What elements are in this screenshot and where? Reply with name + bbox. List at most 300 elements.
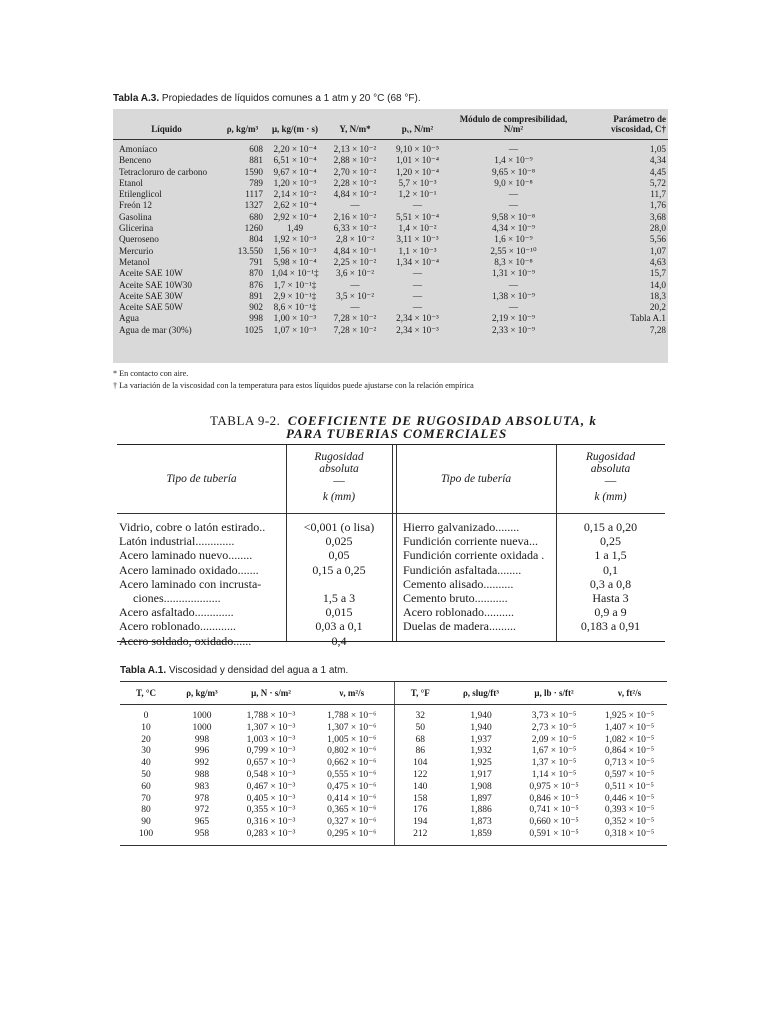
table-a3-header-cell: μ, kg/(m · s) [265,109,325,140]
table-cell: 3,68 [649,211,666,222]
table-row [113,325,668,336]
table-a3-header-cell: ρ, kg/m³ [220,109,265,140]
table-row-value: 0,015 [325,605,353,620]
table-a1-caption [120,665,348,676]
table-a3-header-cell: Y, N/m* [325,109,385,140]
table-cell: 1,4 × 10⁻² [398,223,437,234]
table-cell: 1,788 × 10⁻⁶ [327,711,377,721]
table-cell: Etanol [119,177,143,188]
table-cell: 1,940 [470,722,492,733]
table-row [113,234,668,245]
table-cell: 70 [141,793,151,804]
table-a3-header-cell: Parámetro de viscosidad, C† [577,109,668,140]
table-a1-header-cell: μ, lb · s/ft² [516,682,592,705]
table-row [120,782,667,794]
table-cell: 104 [394,758,446,770]
table-cell: 2,88 × 10⁻² [333,155,377,166]
table-cell: 2,8 × 10⁻² [335,234,375,245]
table-row-label: Acero asfaltado............. [119,605,234,620]
table-cell: 0,864 × 10⁻⁵ [604,746,655,757]
table-a1-header-cell: μ, N · s/m² [232,682,310,705]
table-a3-footnote-1: * En contacto con aire. [113,369,189,378]
table-cell: 1000 [192,722,212,733]
table-cell: 998 [194,734,210,745]
table-cell: 0,414 × 10⁻⁶ [327,793,377,804]
table-row-value: 1,5 a 3 [322,591,356,605]
table-row [120,723,667,735]
table-row-label: Vidrio, cobre o latón estirado.. [119,520,266,534]
header-dash: — [333,475,345,487]
table-cell: 2,34 × 10⁻³ [396,313,439,324]
table-row [113,257,668,268]
table-cell: 2,70 × 10⁻² [333,166,377,177]
table-cell: Metanol [119,256,150,267]
table-cell: 2,55 × 10⁻¹⁰ [490,245,537,256]
table-cell: 20 [141,734,151,745]
table-cell: 3,5 × 10⁻² [335,290,375,301]
table-cell: 1,1 × 10⁻³ [398,245,437,256]
table-a3-body [113,140,668,337]
table-row-label: ciones................... [133,591,221,605]
table-row [113,200,668,211]
table-cell: 1,34 × 10⁻⁴ [395,256,440,267]
table-cell: 3,73 × 10⁻⁵ [531,711,577,721]
table-cell: 0,446 × 10⁻⁵ [604,793,655,804]
table-a3-footnote-2: † La variación de la viscosidad con la temperatura para estos líquidos puede ajustarse con la relación empírica [113,381,474,390]
table-cell: 0,660 × 10⁻⁵ [529,817,579,828]
table-cell: 2,34 × 10⁻³ [396,324,439,335]
table-cell: 5,98 × 10⁻⁴ [273,256,317,267]
table-cell: 0,662 × 10⁻⁶ [327,758,377,769]
table-cell: 4,84 × 10⁻¹ [333,245,377,256]
table-9-2-caption-line2: PARA TUBERIAS COMERCIALES [286,426,508,441]
table-a1-caption-label: Tabla A.1. [120,665,167,676]
table-cell: 1,20 × 10⁻⁴ [395,166,440,177]
table-a1-caption-text: Viscosidad y densidad del agua a 1 atm. [168,665,349,676]
table-cell: — [508,279,519,290]
table-cell: 1590 [244,166,263,177]
table-cell: 992 [194,758,210,769]
table-cell: 10 [141,722,151,733]
table-cell: 1,788 × 10⁻³ [246,711,296,721]
table-cell: 1,37 × 10⁻⁵ [531,758,577,769]
table-cell: 30 [141,746,151,757]
table-cell: 7,28 [649,324,666,335]
table-row [120,735,667,747]
table-a1-grid [120,681,667,846]
table-cell: Etilenglicol [119,189,162,200]
header-rug-line2: absoluta [590,463,631,475]
table-cell: 158 [394,794,446,806]
table-cell: 998 [249,313,263,324]
table-cell: 1,873 [470,817,492,828]
table-cell: 1,307 × 10⁻³ [246,722,296,733]
header-k: k (mm) [594,491,627,503]
table-cell: 28,0 [649,223,666,234]
header-rug-line2: absoluta [319,463,359,475]
table-cell: 0,548 × 10⁻³ [246,769,296,780]
table-cell: 2,19 × 10⁻⁹ [491,313,536,324]
table-row-label: Cemento alisado.......... [403,576,514,591]
table-cell: 86 [394,746,446,758]
table-cell: 0,405 × 10⁻³ [246,793,296,804]
table-cell: 32 [394,705,446,723]
table-cell: 2,28 × 10⁻² [333,177,377,188]
table-a3 [113,109,668,363]
table-row-value: 0,4 [331,633,347,648]
table-row-value: 0,25 [600,534,621,549]
table-cell: 9,67 × 10⁻⁴ [273,166,317,177]
table-cell: Agua de mar (30%) [119,324,192,335]
table-cell: 1,908 [470,781,492,792]
table-a1-header-cell: ν, m²/s [310,682,394,705]
table-cell: 902 [249,302,263,313]
table-9-2-divider [392,445,393,641]
table-cell: 1,76 [649,200,666,211]
table-a1-header-row [120,682,667,705]
table-a3-caption-text: Propiedades de líquidos comunes a 1 atm y 20 °C (68 °F). [161,93,421,104]
table-cell: 4,84 × 10⁻² [333,189,377,200]
table-cell: 9,10 × 10⁻⁵ [395,144,440,154]
table-row [113,268,668,279]
table-row-label: Fundición corriente oxidada . [403,548,545,563]
table-row [120,746,667,758]
table-cell: 1,082 × 10⁻⁵ [604,734,655,745]
table-row-label: Acero laminado nuevo........ [119,548,253,563]
table-cell: Agua [119,313,139,324]
table-cell: 100 [120,829,172,845]
table-cell: 876 [249,279,263,290]
table-cell: 0,975 × 10⁻⁵ [529,781,579,792]
table-cell: 18,3 [649,290,666,301]
table-cell: 8,3 × 10⁻⁸ [494,256,533,267]
table-row [120,805,667,817]
table-cell: 1,937 [470,734,492,745]
table-cell: 1,38 × 10⁻⁹ [491,290,536,301]
table-row-label: Cemento bruto........... [403,591,508,605]
table-cell: 2,9 × 10⁻¹‡ [273,290,317,301]
table-cell: 1,67 × 10⁻⁵ [531,746,577,757]
table-cell: 5,72 [649,177,666,188]
table-9-2 [117,444,665,648]
table-cell: 0,365 × 10⁻⁶ [327,805,377,816]
table-9-2-header-type-right: Tipo de tubería [440,473,512,485]
table-cell: 7,28 × 10⁻² [333,313,377,324]
table-cell: 1,917 [470,769,492,780]
table-cell: 0,657 × 10⁻³ [246,758,296,769]
table-cell: 0,295 × 10⁻⁶ [310,829,394,845]
table-cell: 1,859 [446,829,516,845]
table-row-value: 0,15 a 0,20 [583,520,638,534]
table-cell: 9,0 × 10⁻⁸ [494,177,533,188]
table-cell: 1,2 × 10⁻¹ [398,189,437,200]
table-cell: 1,886 [470,805,492,816]
table-cell: 0,318 × 10⁻⁵ [592,829,667,845]
table-cell: 4,63 [649,256,666,267]
table-cell: 965 [194,817,210,828]
table-cell: 1,05 [649,144,666,154]
table-cell: 2,73 × 10⁻⁵ [531,722,577,733]
table-cell: 11,7 [650,189,666,200]
table-a1-header-cell: ν, ft²/s [592,682,667,705]
table-cell: 1,925 [470,758,492,769]
table-9-2-caption-line1: COEFICIENTE DE RUGOSIDAD ABSOLUTA, k [287,413,597,428]
table-cell: 0,591 × 10⁻⁵ [516,829,592,845]
table-cell: 0,713 × 10⁻⁵ [604,758,655,769]
table-cell: 9,58 × 10⁻⁸ [491,211,536,222]
table-row [113,280,668,291]
table-row [120,829,667,845]
table-cell: 140 [394,782,446,794]
table-cell: 608 [249,144,263,154]
table-cell: — [508,302,519,313]
table-cell: 972 [194,805,210,816]
table-cell: 870 [249,268,263,279]
header-rug-line1: Rugosidad [585,451,636,463]
table-cell: 6,51 × 10⁻⁴ [273,155,317,166]
table-9-2-header-rug-right [556,451,665,503]
table-cell: 1,7 × 10⁻¹‡ [273,279,317,290]
table-row [113,155,668,166]
table-a1-header-cell: ρ, slug/ft³ [446,682,516,705]
table-cell: 9,65 × 10⁻⁸ [491,166,536,177]
table-cell: 1000 [192,711,212,721]
table-cell: 1,005 × 10⁻⁶ [327,734,377,745]
table-cell: 0,316 × 10⁻³ [246,817,296,828]
table-cell: 194 [394,817,446,829]
table-cell: 804 [249,234,263,245]
table-cell: 1,307 × 10⁻⁶ [327,722,377,733]
table-cell: 1,925 × 10⁻⁵ [604,711,655,721]
table-9-2-header-type-left: Tipo de tubería [166,473,237,485]
table-cell: 4,34 × 10⁻⁹ [491,223,536,234]
table-row-value: 0,15 a 0,25 [312,562,366,577]
table-cell: 122 [394,770,446,782]
table-row [113,140,668,156]
table-cell: — [350,279,360,290]
table-cell: 2,25 × 10⁻² [333,256,377,267]
table-cell: 176 [394,805,446,817]
table-cell: 1260 [244,223,263,234]
table-cell: 1,003 × 10⁻³ [246,734,296,745]
table-cell: Aceite SAE 10W30 [119,279,192,290]
table-cell: 789 [249,177,263,188]
table-cell: 1,00 × 10⁻³ [273,313,317,324]
table-cell: 0 [143,711,149,721]
table-cell: 20,2 [649,302,666,313]
table-cell: 2,92 × 10⁻⁴ [273,211,317,222]
table-row [113,246,668,257]
table-cell: 1,07 [649,245,666,256]
table-a3-header-row [113,109,668,140]
table-a1-header-cell: T, °F [394,682,446,705]
table-row [120,794,667,806]
table-row-label: Acero soldado, oxidado...... [119,633,252,648]
table-cell: 1,14 × 10⁻⁵ [531,769,577,780]
table-cell: Benceno [119,155,152,166]
table-a1-body [120,705,667,846]
table-cell: — [508,200,519,211]
table-cell: 983 [194,781,210,792]
table-cell: Tetracloruro de carbono [119,166,208,177]
table-cell: 0,511 × 10⁻⁵ [605,781,654,792]
table-row [113,212,668,223]
table-cell: 68 [394,735,446,747]
table-row-value: 0,025 [325,534,353,549]
table-cell: Tabla A.1 [630,313,666,324]
table-row-value: 0,03 a 0,1 [315,619,363,634]
table-row [113,223,668,234]
table-cell: 0,393 × 10⁻⁵ [604,805,655,816]
table-a3-header-cell: Módulo de compresibilidad, N/m² [450,109,577,140]
table-cell: 791 [249,256,263,267]
table-cell: 1,04 × 10⁻¹‡ [271,268,319,279]
table-cell: 50 [394,723,446,735]
table-cell: 1,56 × 10⁻³ [273,245,317,256]
table-cell: 1117 [245,189,263,200]
table-9-2-header-rug-left [286,451,392,503]
table-cell: — [350,200,360,211]
table-row-value: 0,1 [603,562,618,577]
table-cell: 891 [249,290,263,301]
table-cell: 1,07 × 10⁻³ [273,324,317,335]
table-cell: 40 [141,758,151,769]
table-cell: 0,741 × 10⁻⁵ [529,805,579,816]
table-cell: 1,49 [286,223,304,234]
table-cell: — [412,279,423,290]
table-cell: 2,20 × 10⁻⁴ [273,144,317,154]
table-row-label: Hierro galvanizado........ [403,520,520,534]
table-cell: 4,34 [649,155,666,166]
table-row-value: 0,9 a 9 [594,605,627,620]
table-cell: 0,467 × 10⁻³ [246,781,296,792]
table-row [113,178,668,189]
table-cell: 978 [194,793,210,804]
table-row [120,817,667,829]
table-cell: — [508,144,519,154]
table-cell: 14,0 [649,279,666,290]
table-row [120,758,667,770]
table-cell: 1327 [244,200,263,211]
table-row [113,167,668,178]
table-cell: 1,4 × 10⁻⁹ [494,155,533,166]
table-cell: 60 [141,781,151,792]
table-cell: Queroseno [119,234,159,245]
header-dash: — [604,475,617,487]
table-cell: 1,897 [470,793,492,804]
table-cell: — [412,268,423,279]
table-cell: 0,555 × 10⁻⁶ [327,769,377,780]
table-a3-header-cell: pᵥ, N/m² [385,109,450,140]
table-row [113,291,668,302]
table-row [120,705,667,723]
table-cell: 2,16 × 10⁻² [333,211,377,222]
table-cell: 0,846 × 10⁻⁵ [529,793,579,804]
table-cell: 7,28 × 10⁻² [333,324,377,335]
table-cell: 8,6 × 10⁻¹‡ [273,302,317,313]
header-rug-line1: Rugosidad [314,451,364,463]
table-cell: 0,327 × 10⁻⁶ [327,817,377,828]
table-cell: Gasolina [119,211,152,222]
table-cell: 958 [172,829,232,845]
table-row-label: Acero roblonado.......... [403,605,514,620]
table-a1 [120,681,667,856]
table-row-value: <0,001 (o lisa) [303,520,375,534]
table-cell: 212 [394,829,446,845]
table-cell: 1025 [244,324,263,335]
table-cell: 5,56 [649,234,666,245]
table-cell: 50 [141,769,151,780]
table-cell: 680 [249,211,263,222]
table-9-2-caption-label: TABLA 9-2. [210,413,281,428]
table-cell: 2,62 × 10⁻⁴ [273,200,317,211]
table-a3-header-cell: Líquido [113,109,220,140]
table-cell: — [350,302,360,313]
table-cell: 1,31 × 10⁻⁹ [491,268,536,279]
table-cell: 0,475 × 10⁻⁶ [327,781,377,792]
table-row-value: 0,05 [328,548,350,563]
table-cell: 0,355 × 10⁻³ [246,805,296,816]
table-row-label: Acero roblonado............ [119,619,236,634]
table-cell: 5,7 × 10⁻³ [398,177,437,188]
table-cell: 3,6 × 10⁻² [335,268,375,279]
table-cell: 1,01 × 10⁻⁴ [395,155,440,166]
table-row-value: 0,3 a 0,8 [589,576,632,591]
table-cell: 13.550 [237,245,263,256]
table-cell: 3,11 × 10⁻³ [396,234,439,245]
table-a1-header-cell: T, °C [120,682,172,705]
table-cell: 0,802 × 10⁻⁶ [327,746,377,757]
table-cell: 988 [194,769,210,780]
table-cell: — [412,200,423,211]
table-cell: Freón 12 [119,200,152,211]
table-a3-caption [113,93,421,104]
table-9-2-header-rule [117,513,665,514]
table-cell: 0,597 × 10⁻⁵ [604,769,655,780]
table-cell: 5,51 × 10⁻⁴ [395,211,440,222]
table-row-label: Latón industrial............. [119,534,235,549]
table-cell: Mercurio [119,245,154,256]
table-row-label: Acero laminado con incrusta- [119,576,262,591]
table-cell: 1,940 [470,711,492,721]
table-cell: 1,92 × 10⁻³ [273,234,317,245]
table-cell: 1,932 [470,746,492,757]
header-k: k (mm) [322,491,356,503]
table-a1-header-cell: ρ, kg/m³ [172,682,232,705]
table-a3-caption-label: Tabla A.3. [113,93,160,104]
table-row-label: Fundición asfaltada........ [403,562,522,577]
table-row-label: Acero laminado oxidado....... [119,562,259,577]
table-row [113,302,668,313]
table-row-value: 1 a 1,5 [594,548,627,563]
table-cell: 0,283 × 10⁻³ [232,829,310,845]
table-cell: — [412,302,423,313]
table-cell: 1,20 × 10⁻³ [273,177,317,188]
table-row-value: 0,183 a 0,91 [580,619,641,634]
table-row-label: Fundición corriente nueva... [403,534,538,549]
table-cell: Amoníaco [119,144,158,154]
table-cell: 996 [194,746,210,757]
table-cell: Glicerina [119,223,154,234]
table-cell: 90 [141,817,151,828]
table-cell: 1,407 × 10⁻⁵ [604,722,655,733]
table-row [113,313,668,324]
table-cell: 2,14 × 10⁻² [273,189,317,200]
table-cell: 4,45 [649,166,666,177]
table-cell: 881 [249,155,263,166]
table-cell: 2,13 × 10⁻² [333,144,377,154]
table-cell: Aceite SAE 50W [119,302,183,313]
